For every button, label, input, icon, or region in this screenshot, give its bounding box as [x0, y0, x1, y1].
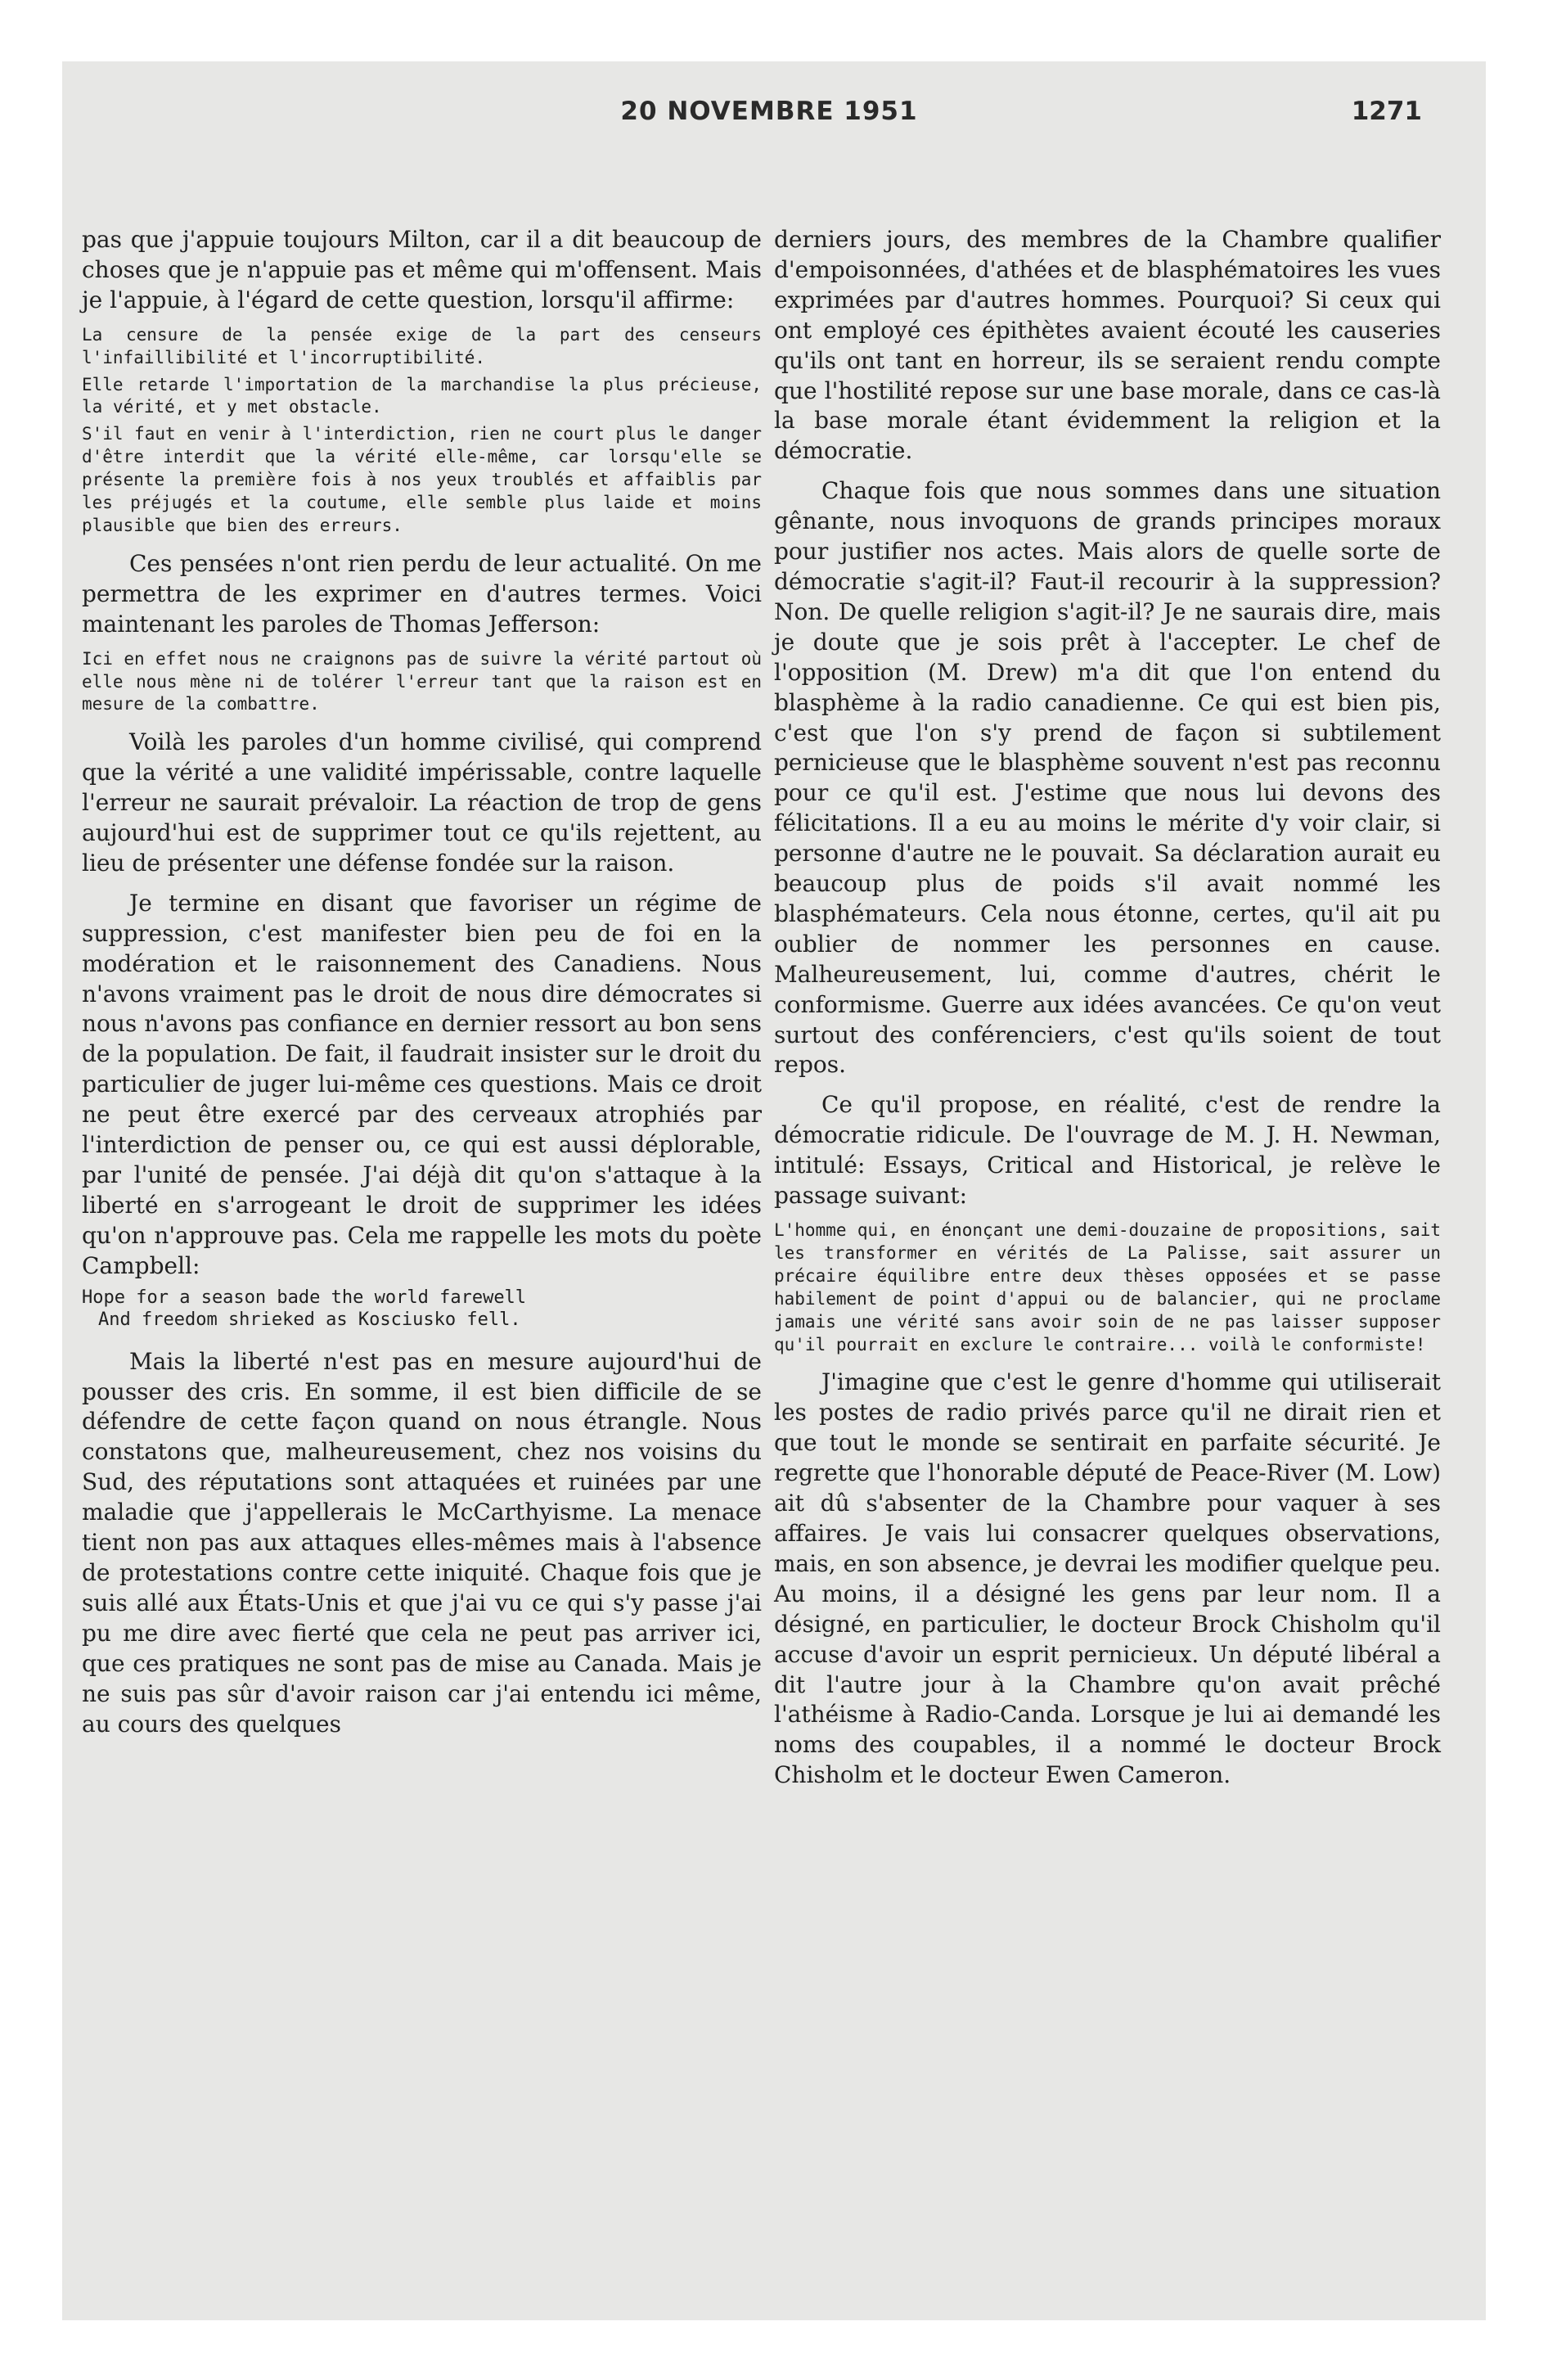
left-column — [82, 225, 762, 1739]
campbell-verse — [82, 1287, 762, 1331]
jefferson-quote — [82, 648, 762, 717]
paragraph: Chaque fois que nous sommes dans une situation gênante, nous invoquons de grands principes moraux pour justifier nos actes. Mais alors de quelle sorte de démocratie s'agit-il? Faut-il recourir à la suppression? Non. De quelle religion s'agit-il? Je ne saurais dire, mais je doute que je sois prêt à l'accepter. Le chef de l'opposition (M. Drew) m'a dit que l'on entend du blasphème à la radio canadienne. Ce qui est bien pis, c'est que l'on s'y prend de façon si subtilement pernicieuse que le blasphème souvent n'est pas reconnu pour ce qu'il est. J'estime que nous lui devons des félicitations. Il a eu au moins le mérite d'y voir clair, si personne d'autre ne le pouvait. Sa déclaration aurait eu beaucoup plus de poids s'il avait nommé les blasphémateurs. Cela nous étonne, certes, qu'il ait pu oublier de nommer les personnes en cause. Malheureusement, lui, comme d'autres, chérit le conformisme. Guerre aux idées avancées. Ce qu'on veut surtout des conférenciers, c'est qu'ils soient de tout repos. — [774, 477, 1441, 1079]
paragraph: pas que j'appuie toujours Milton, car il a dit beaucoup de choses que je n'appuie pas et même qui m'offensent. Mais je l'appuie, à l'égard de cette question, lorsqu'il affirme: — [82, 226, 762, 313]
paragraph: Je termine en disant que favoriser un régime de suppression, c'est manifester bien peu de foi en la modération et le raisonnement des Canadiens. Nous n'avons vraiment pas le droit de nous dire démocrates si nous n'avons pas confiance en dernier ressort au bon sens de la population. De fait, il faudrait insister sur le droit du particulier de juger lui-même ces questions. Mais ce droit ne peut être exercé par des cerveaux atrophiés par l'interdiction de penser ou, ce qui est aussi déplorable, par l'unité de pensée. J'ai déjà dit qu'on s'attaque à la liberté en s'arrogeant le droit de supprimer les idées qu'on n'approuve pas. Cela me rappelle les mots du poète Campbell: — [82, 889, 762, 1279]
page-date: 20 NOVEMBRE 1951 — [620, 97, 918, 126]
paragraph: Ce qu'il propose, en réalité, c'est de rendre la démocratie ridicule. De l'ouvrage de M. J. H. Newman, intitulé: Essays, Critical and Historical, je relève le passage suivant: — [774, 1091, 1441, 1210]
paragraph: Voilà les paroles d'un homme civilisé, qui comprend que la vérité a une validité impérissable, contre laquelle l'erreur ne saurait prévaloir. La réaction de trop de gens aujourd'hui est de supprimer tout ce qu'ils rejettent, au lieu de présenter une défense fondée sur la raison. — [82, 728, 762, 877]
quote-paragraph: Ici en effet nous ne craignons pas de suivre la vérité partout où elle nous mène ni de tolérer l'erreur tant que la raison est en mesure de la combattre. — [82, 648, 762, 714]
paragraph: Mais la liberté n'est pas en mesure aujourd'hui de pousser des cris. En somme, il est bien difficile de se défendre de cette façon quand on nous étrangle. Nous constatons que, malheureusement, chez nos voisins du Sud, des réputations sont attaquées et ruinées par une maladie que j'appellerais le McCarthyisme. La menace tient non pas aux attaques elles-mêmes mais à l'absence de protestations contre cette iniquité. Chaque fois que je suis allé aux États-Unis et que j'ai vu ce qui s'y passe j'ai pu me dire avec fierté que cela ne peut pas arriver ici, que ces pratiques ne sont pas de mise au Canada. Mais je ne suis pas sûr d'avoir raison car j'ai entendu ici même, au cours des quelques — [82, 1347, 762, 1738]
quote-paragraph: L'homme qui, en énonçant une demi-douzaine de propositions, sait les transformer en vérités de La Palisse, sait assurer un précaire équilibre entre deux thèses opposées et se passe habilement de point d'appui ou de balancier, qui ne proclame jamais une vérité sans avoir soin de ne pas laisser supposer qu'il pourrait en exclure le contraire... voilà le conformiste! — [774, 1220, 1441, 1355]
page-number: 1271 — [1351, 97, 1422, 126]
verse-line: And freedom shrieked as Kosciusko fell. — [98, 1309, 521, 1330]
newman-quote — [774, 1219, 1441, 1356]
milton-quote — [82, 324, 762, 538]
quote-paragraph: S'il faut en venir à l'interdiction, rien ne court plus le danger d'être interdit que la vérité elle-même, car lorsqu'elle se présente la première fois à nos yeux troublés et affaiblis par les préjugés et la coutume, elle semble plus laide et moins plausible que bien des erreurs. — [82, 424, 762, 535]
paragraph: derniers jours, des membres de la Chambre qualifier d'empoisonnées, d'athées et de blasphématoires les vues exprimées par d'autres hommes. Pourquoi? Si ceux qui ont employé ces épithètes avaient écouté les causeries qu'ils ont tant en horreur, ils se seraient rendu compte que l'hostilité repose sur une base morale, dans ce cas-là la base morale étant évidemment la religion et la démocratie. — [774, 226, 1441, 465]
right-column — [774, 225, 1441, 1791]
quote-paragraph: Elle retarde l'importation de la marchandise la plus précieuse, la vérité, et y met obstacle. — [82, 374, 762, 417]
paragraph: Ces pensées n'ont rien perdu de leur actualité. On me permettra de les exprimer en d'autres termes. Voici maintenant les paroles de Thomas Jefferson: — [82, 549, 762, 638]
paragraph: J'imagine que c'est le genre d'homme qui utiliserait les postes de radio privés parce qu'il ne dirait rien et que tout le monde se sentirait en parfaite sécurité. Je regrette que l'honorable député de Peace-River (M. Low) ait dû s'absenter de la Chambre pour vaquer à ses affaires. Je vais lui consacrer quelques observations, mais, en son absence, je devrai les modifier quelque peu. Au moins, il a désigné les gens par leur nom. Il a désigné, en particulier, le docteur Brock Chisholm qu'il accuse d'avoir un esprit pernicieux. Un député libéral a dit l'autre jour à la Chambre qu'on avait prêché l'athéisme à Radio-Canda. Lorsque je lui ai demandé les noms des coupables, il a nommé le docteur Brock Chisholm et le docteur Ewen Cameron. — [774, 1368, 1441, 1789]
quote-paragraph: La censure de la pensée exige de la part des censeurs l'infaillibilité et l'incorruptibilité. — [82, 324, 762, 367]
verse-line: Hope for a season bade the world farewell — [82, 1287, 527, 1308]
